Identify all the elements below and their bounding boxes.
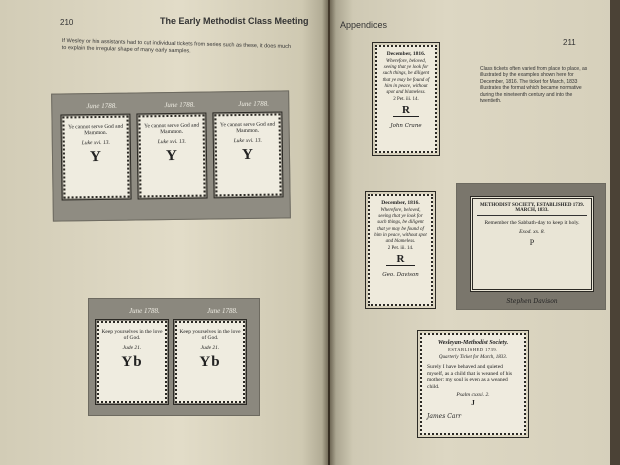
plate-a-year-3: June 1788. (238, 99, 270, 109)
ticket-verse: Remember the Sabbath-day to keep it holy. (484, 220, 580, 226)
plate-june-1788-jude (88, 298, 260, 416)
right-page-number: 211 (563, 38, 576, 47)
ticket-reference: Luke xvi. 13. (233, 137, 262, 144)
plate-b-year-2: June 1788. (207, 307, 238, 315)
ticket-letter: R (393, 104, 419, 117)
ticket-verse: Keep yourselves in the love of God. (101, 329, 163, 342)
ticket-reference: Jude 21. (200, 344, 220, 351)
ticket-date: December, 1816. (381, 200, 420, 206)
plate-march-1833 (456, 183, 606, 310)
left-running-title: The Early Methodist Class Meeting (160, 16, 309, 26)
ticket-reference: Luke xvi. 13. (157, 138, 186, 145)
ticket-mammon-1 (62, 116, 129, 199)
ticket-letter: Y (241, 146, 255, 163)
ticket-letter: J (471, 399, 475, 408)
ticket-verse: Wherefore, beloved, seeing that ye look for such things, be diligent that ye may be found of him in peace, without spot and blameless. (382, 59, 430, 96)
book-gutter (322, 0, 336, 465)
ticket-letter: Y (89, 148, 103, 165)
ticket-verse: Ye cannot serve God and Mammon. (220, 121, 276, 135)
ticket-letter: P (529, 237, 535, 247)
plate-a-year-2: June 1788. (164, 100, 196, 110)
ticket-verse: Ye cannot serve God and Mammon. (144, 122, 200, 136)
ticket-jude-1 (97, 321, 167, 403)
ticket-verse: Wherefore, beloved, seeing that ye look for such things, be diligent that ye may be found of him in peace, without spot and blameless. (374, 208, 427, 245)
ticket-december-1816-b (368, 194, 433, 306)
established-line: ESTABLISHED 1739. (448, 347, 498, 352)
plate-a-year-1: June 1788. (86, 101, 118, 111)
quarterly-line: Quarterly Ticket for March, 1833. (438, 355, 508, 360)
figure-caption: Class tickets often varied from place to place, as illustrated by the examples shown here for December, 1816. The ticket for March, 1833 illustrates the format which became normative during the nineteenth century and into the twentieth. (480, 66, 588, 105)
ticket-reference: 2 Pet. iii. 14. (387, 246, 414, 252)
ticket-verse: Surely I have behaved and quieted myself, as a child that is weaned of his mother: my soul is even as a weaned child. (427, 364, 513, 390)
ticket-methodist-society-1833 (470, 196, 594, 292)
ticket-reference: 2 Pet. iii. 14. (393, 97, 419, 103)
ticket-letter: R (386, 253, 415, 266)
ticket-december-1816-a (375, 45, 437, 153)
intro-paragraph: If Wesley or his assistants had to cut individual tickets from series such as these, it does much to explain the irregular shape of many early samples. (61, 38, 292, 55)
left-page-number: 210 (60, 18, 74, 27)
ticket-signature: Geo. Davison (382, 272, 419, 279)
right-running-title: Appendices (340, 20, 388, 30)
ticket-letter: Yb (199, 353, 221, 370)
ticket-signature: Stephen Davison (506, 298, 558, 305)
ticket-letter: Y (165, 147, 179, 164)
ticket-mammon-3 (214, 113, 281, 196)
ticket-verse: Ye cannot serve God and Mammon. (68, 123, 124, 137)
society-name: Wesleyan-Methodist Society. (437, 340, 509, 346)
ticket-date: December, 1816. (386, 51, 426, 57)
ticket-reference: Psalm cxxxi. 2. (456, 392, 490, 399)
ticket-reference: Luke xvi. 13. (81, 139, 110, 147)
ticket-letter: Yb (121, 353, 143, 370)
plate-june-1788-mammon (51, 90, 291, 221)
plate-b-year-1: June 1788. (129, 307, 160, 315)
ticket-jude-2 (175, 321, 245, 403)
ticket-mammon-2 (138, 115, 205, 198)
page-edge (610, 0, 620, 465)
ticket-signature: James Carr (427, 413, 462, 421)
ticket-signature: John Crane (390, 123, 422, 130)
ticket-verse: Keep yourselves in the love of God. (179, 329, 241, 342)
ticket-heading: METHODIST SOCIETY, ESTABLISHED 1739. MARCH, 1833. (477, 203, 587, 216)
ticket-reference: Exod. xx. 8. (519, 228, 545, 235)
ticket-reference: Jude 21. (122, 344, 142, 351)
ticket-wesleyan-quarterly-1833 (420, 333, 526, 435)
